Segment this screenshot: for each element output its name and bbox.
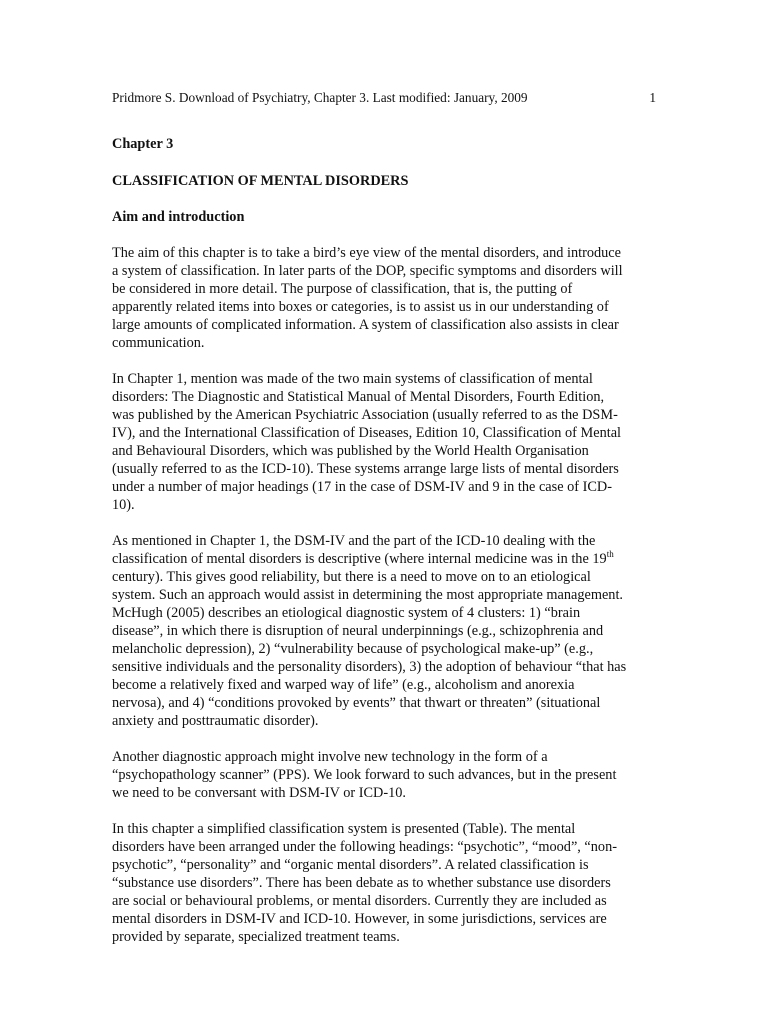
text-line: sensitive individuals and the personality disorders), 3) the adoption of behaviour “that has bbox=[112, 659, 627, 675]
text-line: be considered in more detail. The purpose of classification, that is, the putting of bbox=[112, 281, 573, 297]
text-line: Another diagnostic approach might involve new technology in the form of a bbox=[112, 749, 548, 765]
chapter-label: Chapter 3 bbox=[112, 136, 174, 152]
chapter-title: CLASSIFICATION OF MENTAL DISORDERS bbox=[112, 173, 409, 189]
text-line: (usually referred to as the ICD-10). These systems arrange large lists of mental disorders bbox=[112, 461, 619, 477]
text-line: a system of classification. In later parts of the DOP, specific symptoms and disorders will bbox=[112, 263, 623, 279]
text-line: 10). bbox=[112, 497, 135, 513]
paragraph-intro bbox=[112, 244, 656, 352]
text-line: was published by the American Psychiatric Association (usually referred to as the DSM- bbox=[112, 407, 618, 423]
text-line: “psychopathology scanner” (PPS). We look forward to such advances, but in the present bbox=[112, 767, 617, 783]
superscript: th bbox=[606, 549, 614, 560]
text-line: IV), and the International Classification of Diseases, Edition 10, Classification of Mental bbox=[112, 425, 622, 441]
text-line: and Behavioural Disorders, which was published by the World Health Organisation bbox=[112, 443, 589, 459]
section-heading: Aim and introduction bbox=[112, 209, 245, 225]
text-segment: classification of mental disorders is descriptive (where internal medicine was in the 19 bbox=[112, 551, 607, 567]
text-line: mental disorders in DSM-IV and ICD-10. However, in some jurisdictions, services are bbox=[112, 911, 607, 927]
text-line: apparently related items into boxes or categories, is to assist us in our understanding of bbox=[112, 299, 609, 315]
text-line: “substance use disorders”. There has been debate as to whether substance use disorders bbox=[112, 875, 611, 891]
paragraph-systems bbox=[112, 370, 656, 514]
text-line: psychotic”, “personality” and “organic mental disorders”. A related classification is bbox=[112, 857, 589, 873]
running-title: Pridmore S. Download of Psychiatry, Chapter 3. Last modified: January, 2009 bbox=[112, 90, 528, 105]
text-line: provided by separate, specialized treatment teams. bbox=[112, 929, 400, 945]
paragraph-simplified bbox=[112, 820, 656, 946]
text-line: As mentioned in Chapter 1, the DSM-IV and the part of the ICD-10 dealing with the bbox=[112, 533, 596, 549]
text-line: In this chapter a simplified classification system is presented (Table). The mental bbox=[112, 821, 576, 837]
text-line: The aim of this chapter is to take a bird’s eye view of the mental disorders, and introduce bbox=[112, 245, 621, 261]
text-line: large amounts of complicated information. A system of classification also assists in clear bbox=[112, 317, 619, 333]
text-line: under a number of major headings (17 in the case of DSM-IV and 9 in the case of ICD- bbox=[112, 479, 612, 495]
text-line: melancholic depression), 2) “vulnerability because of psychological make-up” (e.g., bbox=[112, 641, 594, 657]
paragraph-pps bbox=[112, 748, 656, 802]
document-body bbox=[112, 135, 656, 964]
text-line: McHugh (2005) describes an etiological diagnostic system of 4 clusters: 1) “brain bbox=[112, 605, 581, 621]
text-line: century). This gives good reliability, but there is a need to move on to an etiological bbox=[112, 569, 591, 585]
running-header bbox=[112, 89, 656, 106]
text-line: are social or behavioural problems, or mental disorders. Currently they are included as bbox=[112, 893, 607, 909]
text-line: anxiety and posttraumatic disorder). bbox=[112, 713, 319, 729]
paragraph-etiology bbox=[112, 532, 656, 730]
text-line: we need to be conversant with DSM-IV or ICD-10. bbox=[112, 785, 406, 801]
text-line: disorders have been arranged under the following headings: “psychotic”, “mood”, “non- bbox=[112, 839, 617, 855]
page-number: 1 bbox=[649, 90, 656, 105]
text-line: disease”, in which there is disruption of neural underpinnings (e.g., schizophrenia and bbox=[112, 623, 604, 639]
text-line: system. Such an approach would assist in determining the most appropriate management. bbox=[112, 587, 623, 603]
text-line-with-superscript bbox=[112, 550, 656, 568]
text-line: disorders: The Diagnostic and Statistical Manual of Mental Disorders, Fourth Edition, bbox=[112, 389, 605, 405]
text-line: In Chapter 1, mention was made of the two main systems of classification of mental bbox=[112, 371, 593, 387]
text-line: become a relatively fixed and warped way of life” (e.g., alcoholism and anorexia bbox=[112, 677, 575, 693]
text-line: communication. bbox=[112, 335, 205, 351]
text-line: nervosa), and 4) “conditions provoked by events” that thwart or threaten” (situational bbox=[112, 695, 601, 711]
